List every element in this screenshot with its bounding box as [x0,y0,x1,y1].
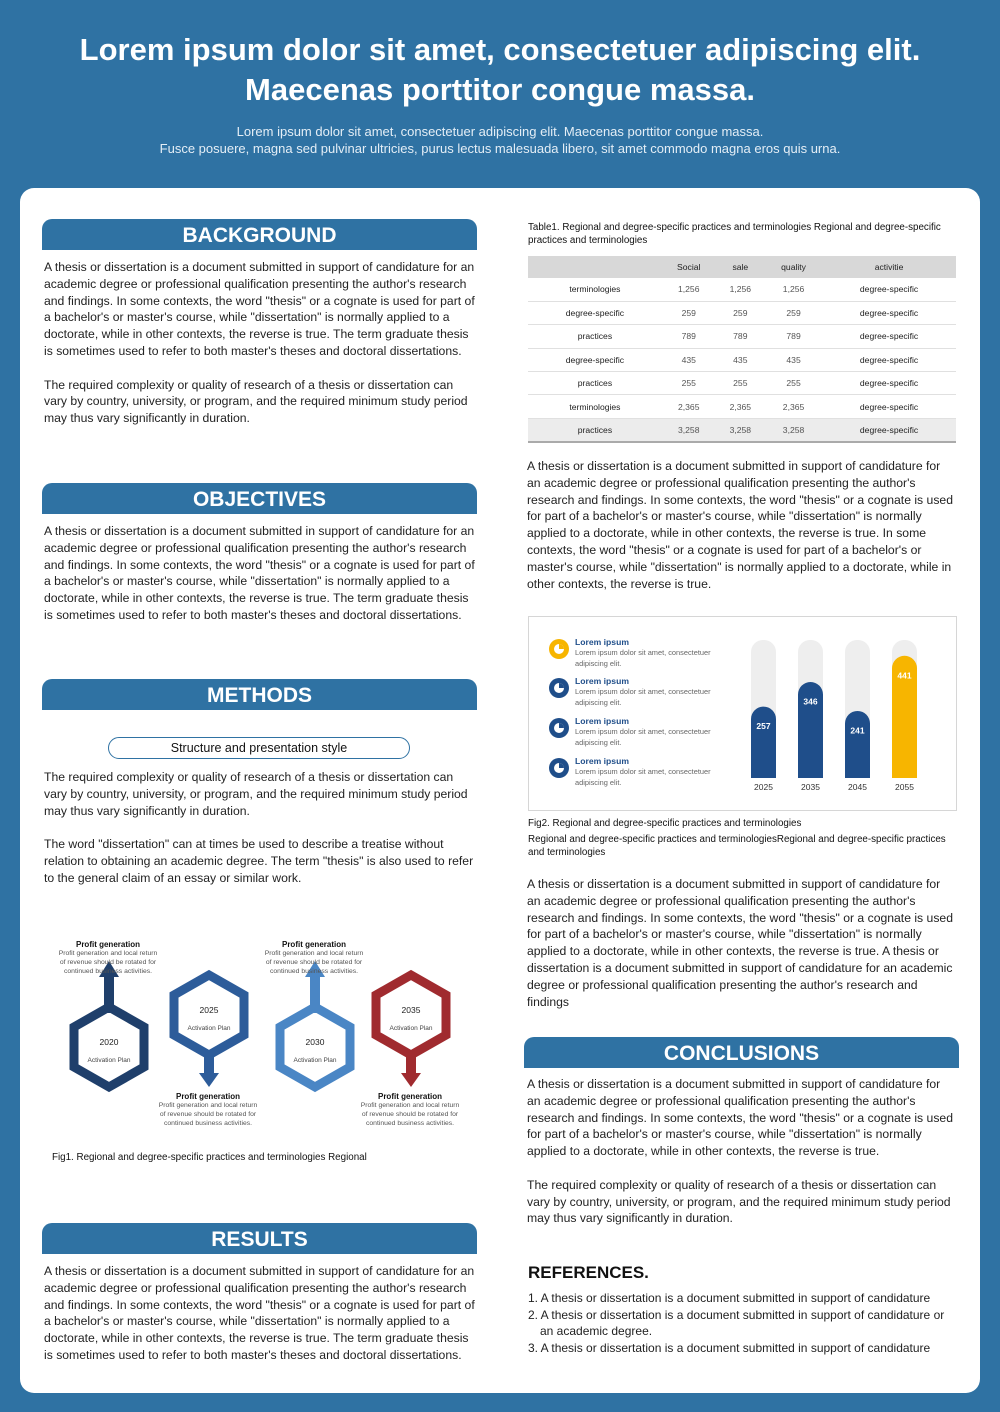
table-cell: 789 [716,325,765,348]
fig1-note-2-text: Profit generation and local return of revenue should be rotated for continued business activities. [158,1102,258,1127]
table-cell: degree-specific [528,301,662,324]
table-cell: 2,365 [716,395,765,418]
background-text: A thesis or dissertation is a document submitted in support of candidature for an academic degree or professional qualification presenting the author's research and findings. In some contexts, the word "thesis" or a cognate is used for part of a bachelor's or master's course, while "dissertation" is normally applied to a doctorate, while in other contexts, the reverse is true. The term graduate thesis is sometimes used to refer to both master's theses and doctoral dissertations. The required complexity or quality of research of a thesis or dissertation can vary by country, university, or program, and the required minimum study period may thus vary significantly in duration. [44,260,475,426]
pie-icon [549,718,569,738]
table-cell: 1,256 [716,278,765,301]
table-row [528,278,956,301]
bar-value-label: 241 [850,725,865,736]
table-cell: degree-specific [822,348,956,371]
methods-heading: METHODS [42,679,477,710]
fig1-note-4 [358,1092,462,1128]
fig1-note-2 [156,1092,260,1128]
reference-item: 2. A thesis or dissertation is a document submitted in support of candidature or an academic degree. [528,1307,945,1339]
table-cell: degree-specific [822,278,956,301]
poster-title-line1: Lorem ipsum dolor sit amet, consectetuer adipiscing elit. [79,32,921,67]
bar-chart [744,635,949,795]
legend-item [549,756,739,792]
table-row [528,301,956,324]
hex-2035 [376,975,446,1087]
fig2-caption [528,817,948,859]
table-cell: 2,365 [765,395,822,418]
conclusions-text: A thesis or dissertation is a document submitted in support of candidature for an academic degree or professional qualification presenting the author's research and findings. In some contexts, the word "thesis" or a cognate is used for part of a bachelor's or master's course, while "dissertation" is normally applied to a doctorate, while in other contexts, the reverse is true. The required complexity or quality of research of a thesis or dissertation can vary by country, university, or program, and the required minimum study period may thus vary significantly in duration. [527,1077,953,1226]
fig1-note-3 [262,940,366,976]
x-tick-label: 2025 [754,782,773,792]
right-text-2: A thesis or dissertation is a document submitted in support of candidature for an academic degree or professional qualification presenting the author's research and findings. In some contexts, the word "thesis" or a cognate is used for part of a bachelor's or master's course, while "dissertation" is normally applied to a doctorate, while in other contexts, the reverse is true. A thesis or dissertation is a document submitted in support of candidature for an academic degree or professional qualification presenting the author's research and findings [527,877,953,1009]
hex-2020-shape [74,1007,144,1087]
legend-text: Lorem ipsum dolor sit amet, consectetuer adipiscing elit. [575,648,711,668]
legend-item [549,716,739,752]
legend-title: Lorem ipsum [575,637,629,647]
table-cell: degree-specific [822,418,956,441]
hex-2020-year: 2020 [99,1037,119,1047]
table-cell: 255 [765,372,822,395]
fig2-chart-box [528,616,957,811]
table-cell: 789 [765,325,822,348]
hex-2025-shape [174,975,244,1055]
results-text: A thesis or dissertation is a document submitted in support of candidature for an academic degree or professional qualification presenting the author's research and findings. In some contexts, the word "thesis" or a cognate is used for part of a bachelor's or master's course, while "dissertation" is normally applied to a doctorate, while in other contexts, the reverse is true. The term graduate thesis is sometimes used to refer to both master's theses and doctoral dissertations. [44,1264,475,1362]
table-cell: 435 [716,348,765,371]
table-cell: degree-specific [528,348,662,371]
pie-icon [549,678,569,698]
table-row [528,395,956,418]
table1 [528,256,956,443]
fig1-note-1-text: Profit generation and local return of revenue should be rotated for continued business activities. [58,950,158,975]
background-heading: BACKGROUND [42,219,477,250]
table-cell: 789 [662,325,716,348]
legend-text: Lorem ipsum dolor sit amet, consectetuer adipiscing elit. [575,767,711,787]
bar-value-label: 441 [897,670,912,681]
bar-2025 [751,707,776,778]
table-cell: 259 [716,301,765,324]
table-cell: 3,258 [662,418,716,441]
fig1-note-3-text: Profit generation and local return of revenue should be rotated for continued business activities. [264,950,364,975]
table-cell: 435 [662,348,716,371]
fig2-caption-line2: Regional and degree-specific practices and terminologiesRegional and degree-specific practices and terminologies [528,834,946,858]
table-cell: 1,256 [662,278,716,301]
methods-text: The required complexity or quality of research of a thesis or dissertation can vary by country, university, or program, and the required minimum study period may thus vary significantly in duration. The word "dissertation" can at times be used to describe a treatise without relation to obtaining an academic degree. The term "thesis" is also used to refer to the general claim of an essay or similar work. [44,770,474,885]
x-tick-label: 2035 [801,782,820,792]
conclusions-heading: CONCLUSIONS [524,1037,959,1068]
fig1-note-1 [56,940,160,976]
table-cell: 3,258 [716,418,765,441]
hex-2020 [74,961,144,1087]
legend-item [549,676,739,712]
references-list [528,1290,948,1356]
right-text-1: A thesis or dissertation is a document submitted in support of candidature for an academic degree or professional qualification presenting the author's research and findings. In some contexts, the word "thesis" or a cognate is used for part of a bachelor's or master's course, while "dissertation" is normally applied to a doctorate, while in other contexts, the reverse is true. In some contexts, the word "thesis" or a cognate is used for part of a bachelor's or master's course, while "dissertation" is normally applied to a doctorate, while in other contexts, the reverse is true. [527,459,953,591]
hex-2020-label: Activation Plan [87,1057,131,1064]
poster-subtitle-line1: Lorem ipsum dolor sit amet, consectetuer adipiscing elit. Maecenas porttitor congue massa. [236,124,764,139]
hex-2025-year: 2025 [199,1005,219,1015]
fig2-caption-line1: Fig2. Regional and degree-specific practices and terminologies [528,818,802,829]
table-cell: 1,256 [765,278,822,301]
table-header-cell: activitie [822,256,956,278]
methods-subheading: Structure and presentation style [108,737,410,759]
hex-2030-label: Activation Plan [293,1057,337,1064]
table-cell: 259 [765,301,822,324]
table-cell: practices [528,325,662,348]
x-tick-label: 2055 [895,782,914,792]
hex-2030-year: 2030 [305,1037,325,1047]
table-header-cell: Social [662,256,716,278]
pie-icon [549,639,569,659]
table-cell: 2,365 [662,395,716,418]
table-header-cell: quality [765,256,822,278]
table-header-cell [528,256,662,278]
hex-2025-arrow-head [199,1073,219,1087]
table-cell: terminologies [528,395,662,418]
x-tick-label: 2045 [848,782,867,792]
legend-title: Lorem ipsum [575,716,629,726]
table-cell: 259 [662,301,716,324]
pie-icon [549,758,569,778]
fig1-note-2-title: Profit generation [175,1092,240,1101]
bar-value-label: 346 [803,696,818,707]
fig1-caption: Fig1. Regional and degree-specific practices and terminologies Regional [52,1152,367,1163]
legend-text: Lorem ipsum dolor sit amet, consectetuer adipiscing elit. [575,687,711,707]
poster-title [0,30,1000,110]
legend-title: Lorem ipsum [575,756,629,766]
references-heading: REFERENCES. [528,1263,649,1282]
hex-2025 [174,975,244,1087]
hex-2030-shape [280,1007,350,1087]
poster-subtitle-line2: Fusce posuere, magna sed pulvinar ultricies, purus lectus malesuada libero, sit amet commodo magna eros quis urna. [159,141,841,156]
legend-text: Lorem ipsum dolor sit amet, consectetuer adipiscing elit. [575,727,711,747]
hex-2035-label: Activation Plan [389,1025,433,1032]
reference-item: 1. A thesis or dissertation is a document submitted in support of candidature [528,1291,931,1305]
fig1-note-4-title: Profit generation [377,1092,442,1101]
table1-caption: Table1. Regional and degree-specific practices and terminologies Regional and degree-specific practices and terminologies [528,222,941,246]
fig1-note-3-title: Profit generation [281,940,346,949]
table-cell: 255 [662,372,716,395]
table-row [528,372,956,395]
hex-2035-shape [376,975,446,1055]
fig1-note-1-title: Profit generation [75,940,140,949]
poster-title-line2: Maecenas porttitor congue massa. [245,72,755,107]
hex-2035-year: 2035 [401,1005,421,1015]
fig1-note-4-text: Profit generation and local return of revenue should be rotated for continued business activities. [360,1102,460,1127]
bar-value-label: 257 [756,721,771,732]
table-cell: terminologies [528,278,662,301]
hex-2025-label: Activation Plan [187,1025,231,1032]
table-cell: degree-specific [822,372,956,395]
table-header-cell: sale [716,256,765,278]
table-row [528,418,956,441]
hex-2030 [280,961,350,1087]
table-cell: 3,258 [765,418,822,441]
table-header-row [528,256,956,278]
hex-2035-arrow-head [401,1073,421,1087]
bar-2045 [845,711,870,778]
table-cell: 435 [765,348,822,371]
legend-item [549,637,739,673]
objectives-text: A thesis or dissertation is a document submitted in support of candidature for an academic degree or professional qualification presenting the author's research and findings. In some contexts, the word "thesis" or a cognate is used for part of a bachelor's or master's course, while "dissertation" is normally applied to a doctorate, while in other contexts, the reverse is true. The term graduate thesis is sometimes used to refer to both master's theses and doctoral dissertations. [44,524,475,622]
legend-title: Lorem ipsum [575,676,629,686]
table-cell: degree-specific [822,395,956,418]
table-cell: degree-specific [822,325,956,348]
table-cell: degree-specific [822,301,956,324]
table-row [528,325,956,348]
reference-item: 3. A thesis or dissertation is a document submitted in support of candidature [528,1340,931,1355]
table-cell: 255 [716,372,765,395]
table-row [528,348,956,371]
poster-subtitle [0,123,1000,157]
table-cell: practices [528,372,662,395]
objectives-heading: OBJECTIVES [42,483,477,514]
results-heading: RESULTS [42,1223,477,1254]
table-cell: practices [528,418,662,441]
